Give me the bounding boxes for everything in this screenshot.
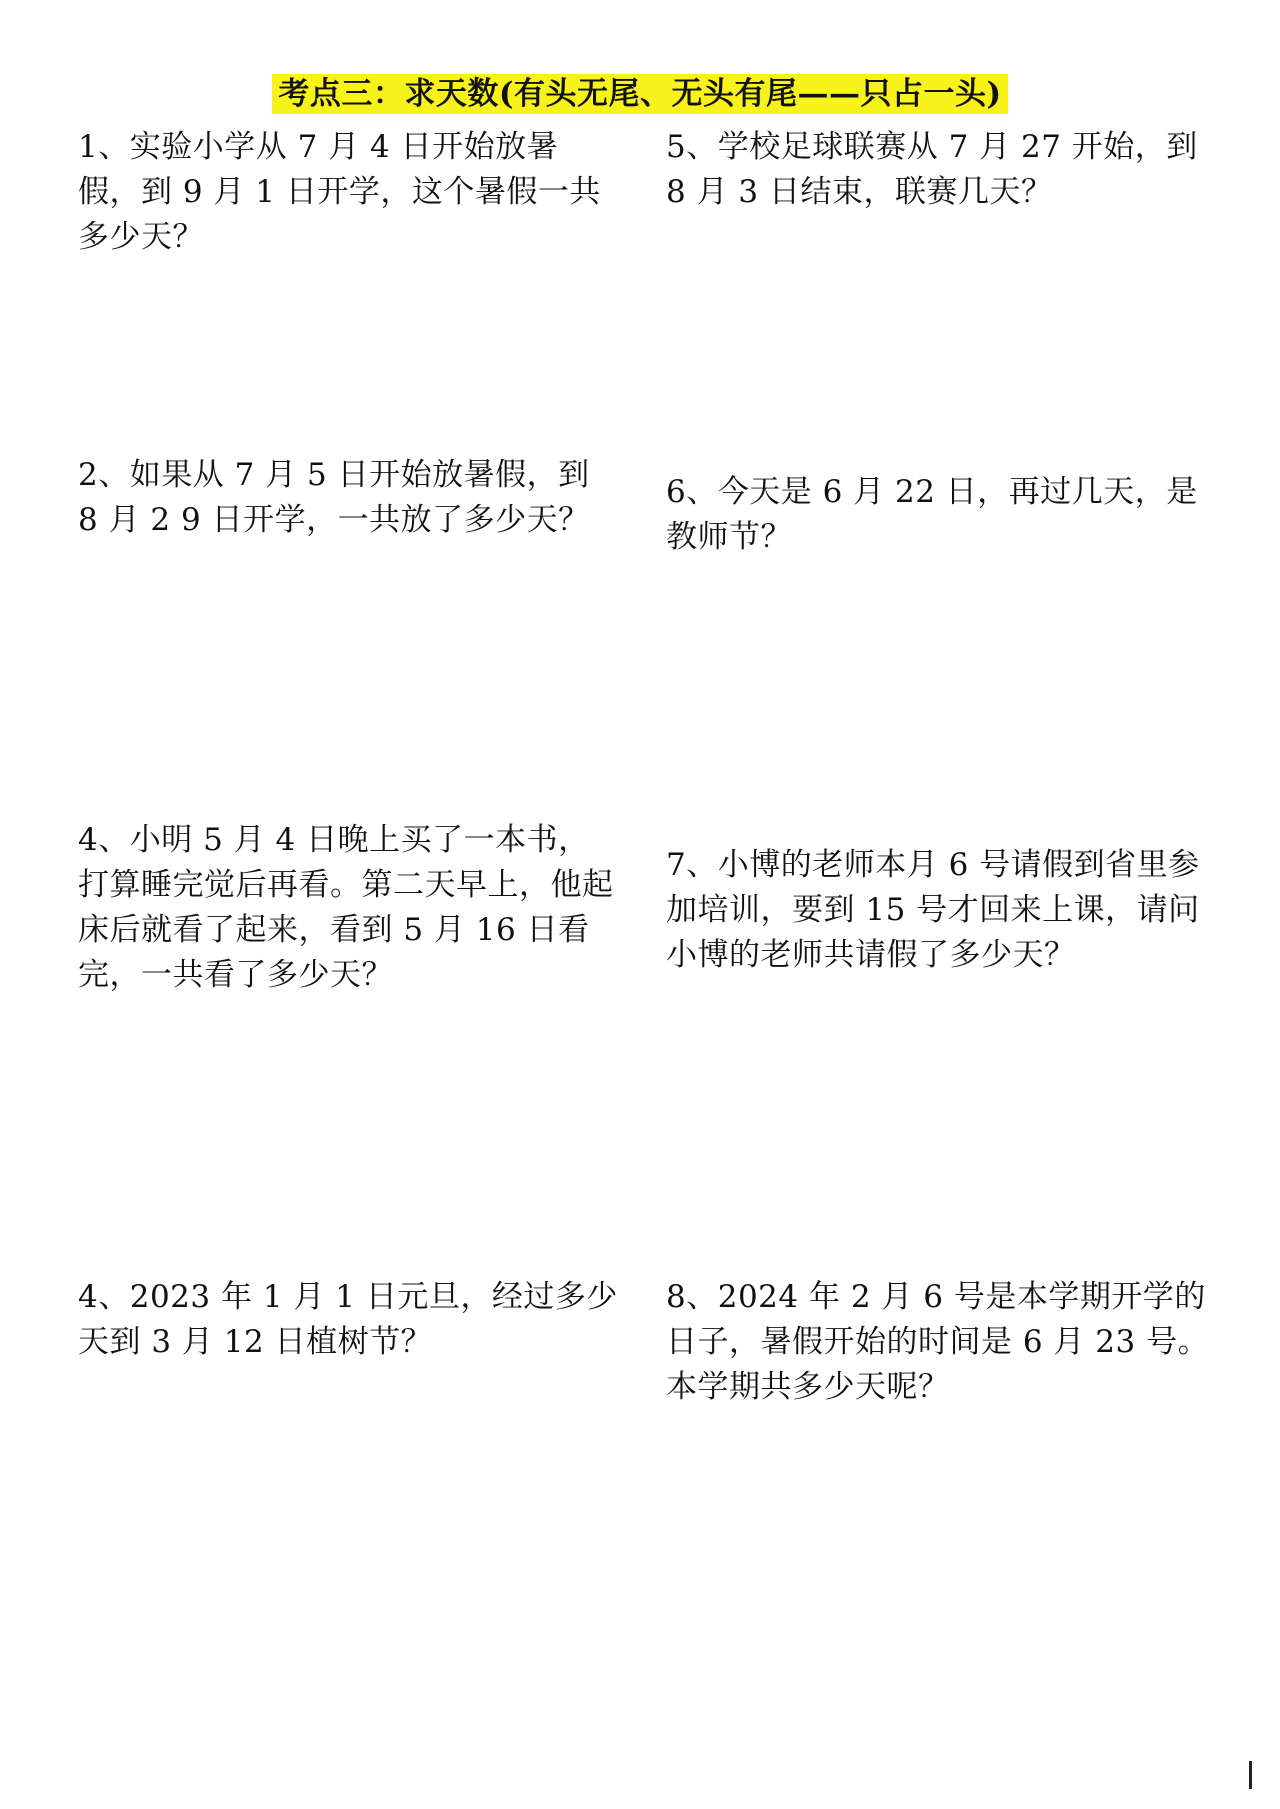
page-edge-mark <box>1249 1761 1252 1789</box>
problem-4a: 4、小明 5 月 4 日晚上买了一本书，打算睡完觉后再看。第二天早上，他起床后就看了起来，看到 5 月 16 日看完，一共看了多少天？ <box>78 822 614 993</box>
problem-2: 2、如果从 7 月 5 日开始放暑假，到 8 月 2 9 日开学，一共放了多少天？ <box>78 457 590 538</box>
title-wrap <box>0 74 1280 114</box>
problem-1: 1、实验小学从 7 月 4 日开始放暑假，到 9 月 1 日开学，这个暑假一共多少天？ <box>78 129 601 255</box>
problem-4b: 4、2023 年 1 月 1 日元旦，经过多少天到 3 月 12 日植树节？ <box>78 1279 618 1360</box>
worksheet-title: 考点三：求天数(有头无尾、无头有尾——只占一头) <box>272 74 1007 114</box>
problem-6: 6、今天是 6 月 22 日，再过几天，是教师节？ <box>666 474 1198 555</box>
problem-8: 8、2024 年 2 月 6 号是本学期开学的日子，暑假开始的时间是 6 月 23 号。本学期共多少天呢？ <box>666 1279 1210 1405</box>
problem-5: 5、学校足球联赛从 7 月 27 开始，到 8 月 3 日结束，联赛几天？ <box>666 129 1198 210</box>
problem-7: 7、小博的老师本月 6 号请假到省里参加培训，要到 15 号才回来上课，请问小博的老师共请假了多少天？ <box>666 847 1200 973</box>
